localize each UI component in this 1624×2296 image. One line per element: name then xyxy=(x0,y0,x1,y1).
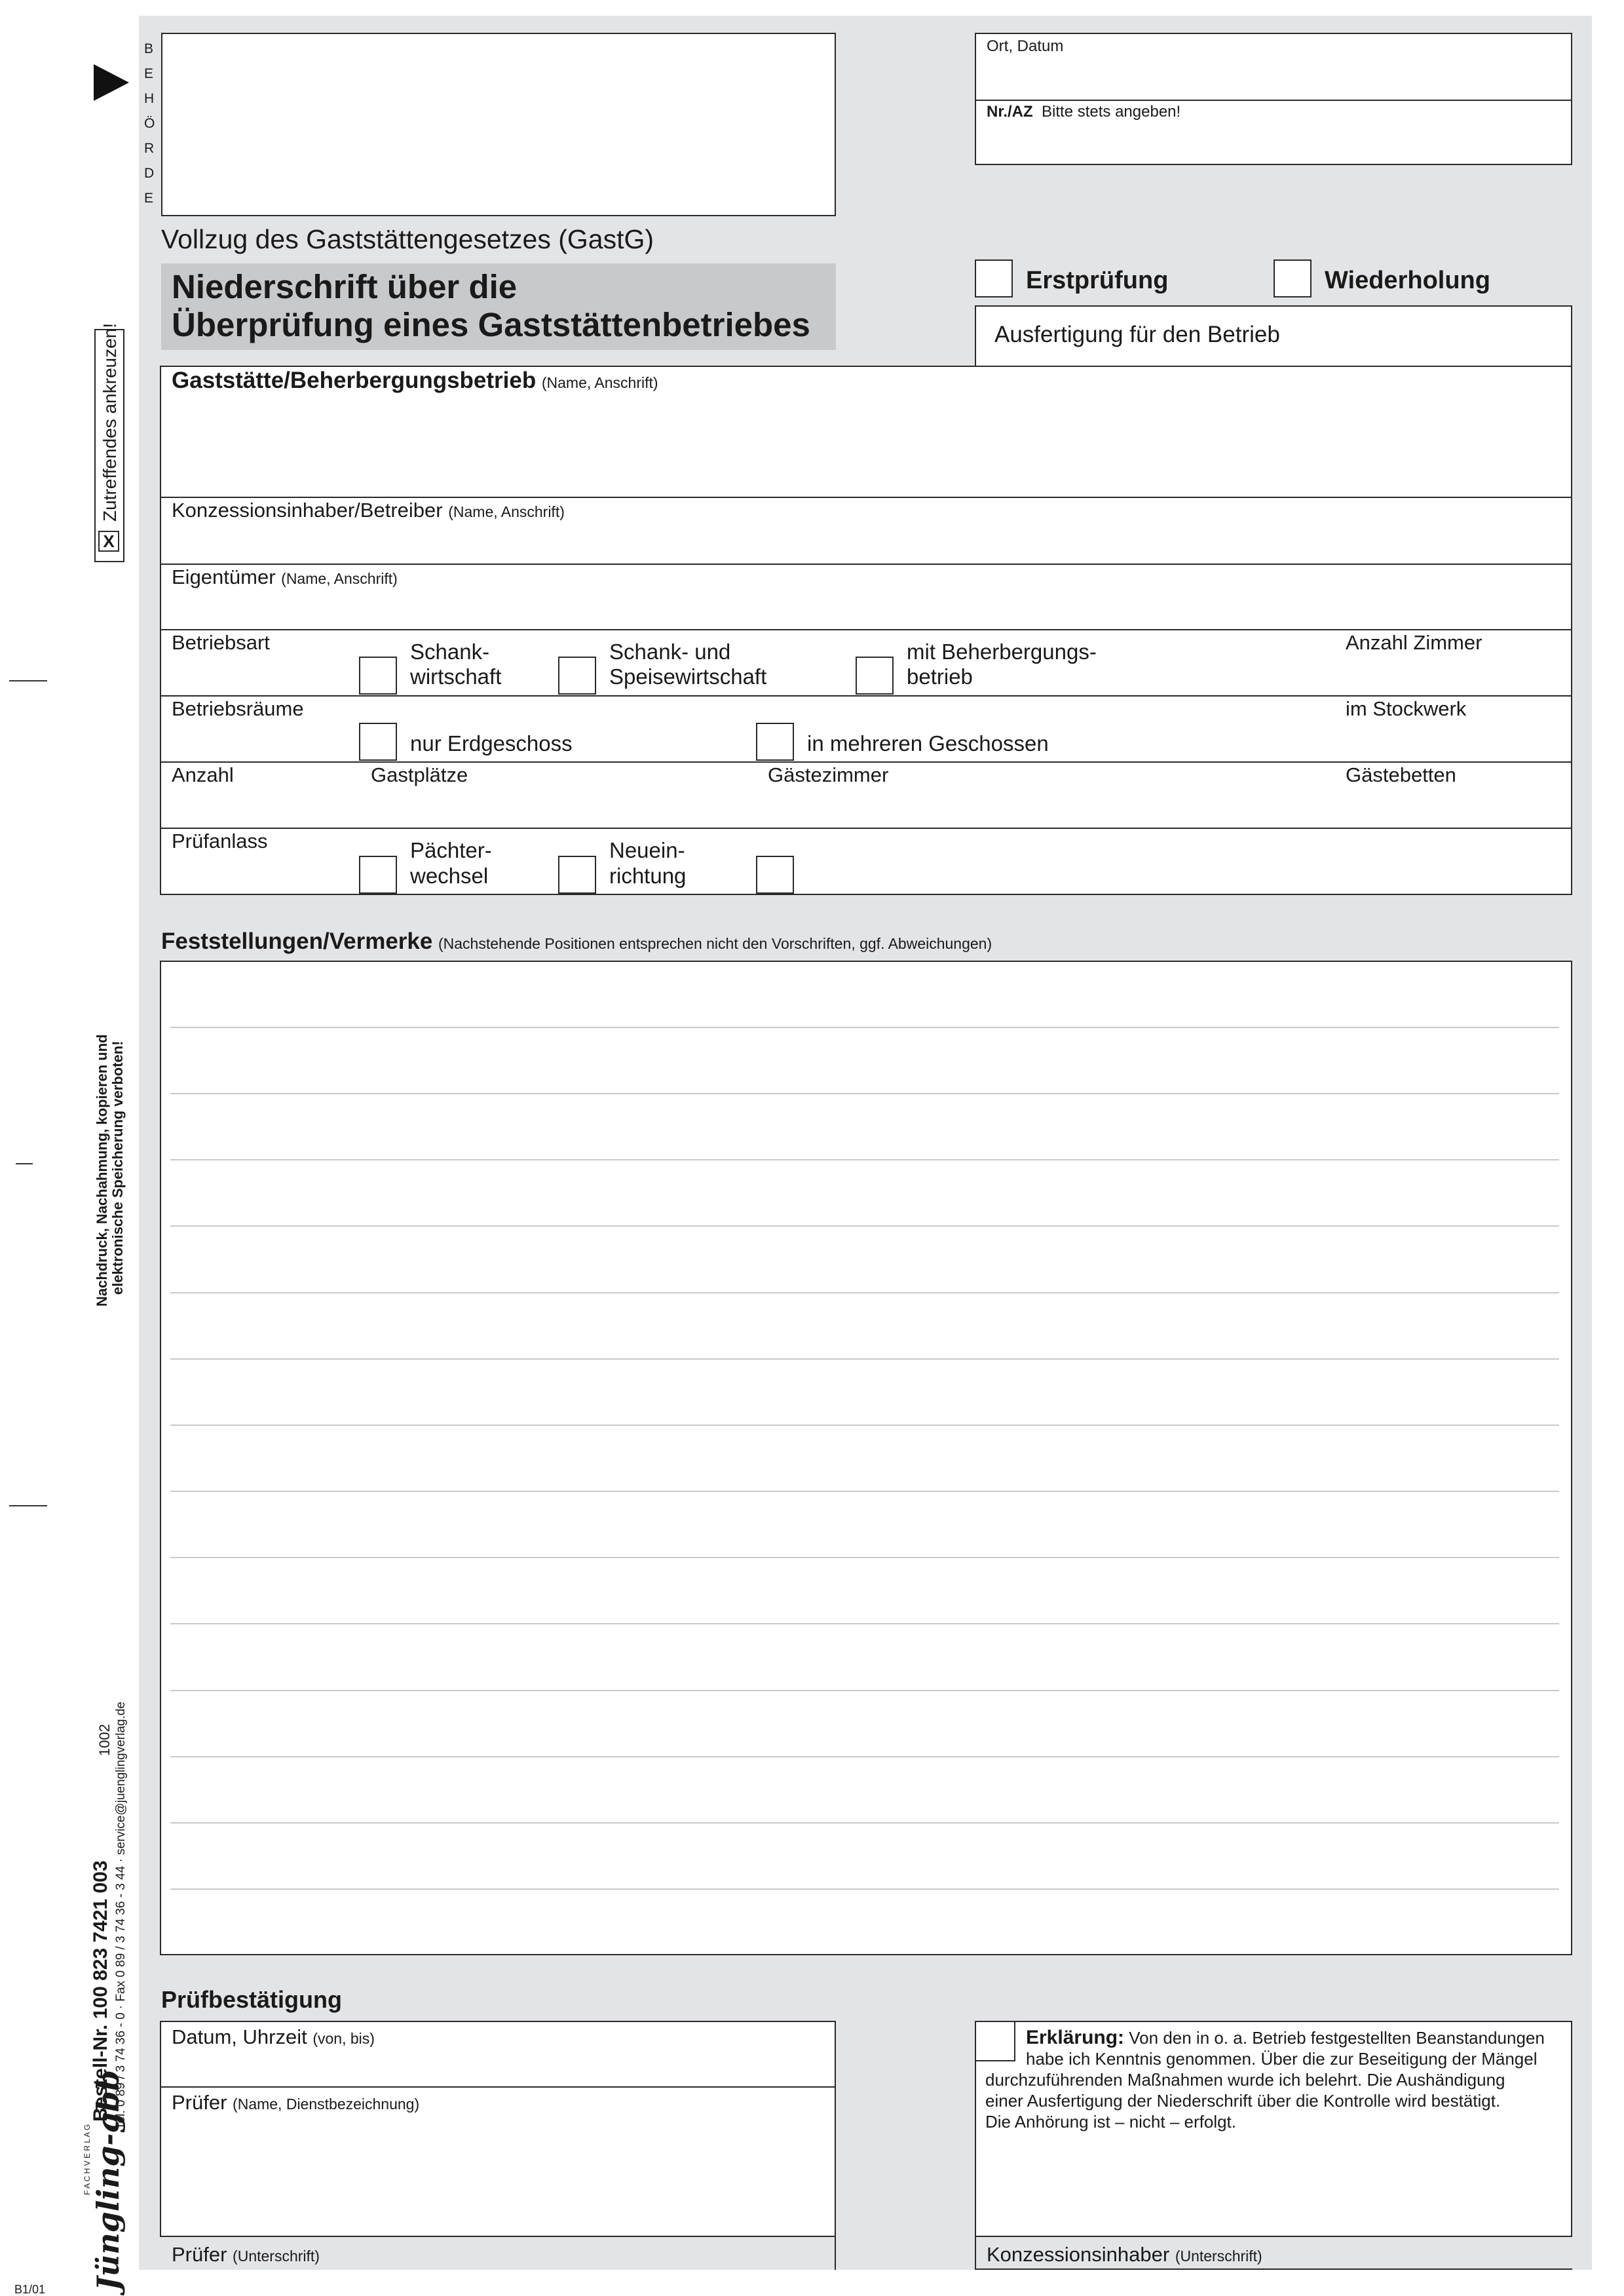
writing-line xyxy=(170,1358,1559,1360)
sig-divider xyxy=(835,2236,836,2270)
authority-letter: B xyxy=(144,41,154,56)
contact-info: Tel. 0 89 / 3 74 36 - 0 · Fax 0 89 / 3 74 36 - 3 44 · service@juenglingverlag.de xyxy=(114,1702,128,2130)
sonstiger-anlass-checkbox[interactable] xyxy=(756,856,794,894)
writing-line xyxy=(170,1159,1559,1160)
im-stockwerk-label: im Stockwerk xyxy=(1346,697,1467,720)
sig-bottom xyxy=(975,2268,1572,2270)
mehrere-geschosse-checkbox[interactable] xyxy=(756,723,794,761)
konzession-sig-label: Konzessionsinhaber xyxy=(987,2243,1170,2266)
writing-line xyxy=(170,1822,1559,1824)
wiederholung-checkbox[interactable] xyxy=(1274,259,1312,297)
writing-line xyxy=(170,1623,1559,1624)
copyright-line1: Nachdruck, Nachahmung, kopieren und xyxy=(94,1034,110,1307)
footer-code: B1/01 xyxy=(14,2283,46,2296)
title-line2: Überprüfung eines Gaststättenbetriebes xyxy=(172,306,810,343)
writing-line xyxy=(170,1225,1559,1227)
findings-textarea[interactable] xyxy=(160,961,1572,1955)
schankwirtschaft-checkbox[interactable] xyxy=(359,657,397,695)
beherbergung-line1: mit Beherbergungs- xyxy=(907,640,1097,664)
betriebsraeume-label: Betriebsräume xyxy=(172,697,304,720)
pruefer-sig-heading xyxy=(172,2242,320,2268)
writing-line xyxy=(170,1756,1559,1757)
gaststaette-note: (Name, Anschrift) xyxy=(541,374,658,391)
paechterwechsel-line1: Pächter- xyxy=(410,838,492,862)
betriebsart-label: Betriebsart xyxy=(172,631,270,654)
neueinrichtung-checkbox[interactable] xyxy=(558,856,596,894)
writing-line xyxy=(170,1425,1559,1426)
writing-line xyxy=(170,1690,1559,1691)
paechterwechsel-line2: wechsel xyxy=(410,864,489,888)
fold-mark-bottom xyxy=(9,1505,47,1506)
law-title: Vollzug des Gaststättengesetzes (GastG) xyxy=(161,224,654,254)
authority-address-field[interactable] xyxy=(161,33,836,216)
anzahl-label: Anzahl xyxy=(172,763,234,786)
neueinrichtung-line1: Neuein- xyxy=(609,838,685,862)
wiederholung-label: Wiederholung xyxy=(1325,267,1490,294)
findings-note: (Nachstehende Positionen entsprechen nicht den Vorschriften, ggf. Abweichungen) xyxy=(438,935,992,952)
paechterwechsel-checkbox[interactable] xyxy=(359,856,397,894)
pruefer-sig-label: Prüfer xyxy=(172,2243,227,2266)
erklaerung-first-line xyxy=(1026,2027,1545,2048)
konzession-note: (Name, Anschrift) xyxy=(448,503,565,520)
pruefer-sig-note: (Unterschrift) xyxy=(233,2248,320,2265)
check-hint-text: Zutreffendes ankreuzen! xyxy=(100,322,120,522)
nr-az-line xyxy=(987,102,1180,122)
gaestebetten-label: Gästebetten xyxy=(1346,763,1456,786)
erdgeschoss-checkbox[interactable] xyxy=(359,723,397,761)
konzession-signature-field[interactable] xyxy=(975,2236,1572,2270)
erklaerung-line1: Von den in o. a. Betrieb festgestellten Beanstandungen xyxy=(1129,2028,1545,2048)
datum-heading xyxy=(172,2025,375,2051)
nr-az-field[interactable] xyxy=(975,100,1572,165)
speisewirtschaft-line2: Speisewirtschaft xyxy=(609,664,767,689)
copyright-line2: elektronische Speicherung verboten! xyxy=(109,1041,126,1295)
erstpruefung-label: Erstprüfung xyxy=(1026,267,1169,294)
beherbergung-line2: betrieb xyxy=(907,664,973,689)
authority-letter: E xyxy=(144,66,154,81)
gaststaette-label: Gaststätte/Beherbergungsbetrieb xyxy=(172,368,537,393)
neueinrichtung-line2: richtung xyxy=(609,864,687,888)
copy-note: Ausfertigung für den Betrieb xyxy=(994,322,1280,347)
pruefer-note: (Name, Dienstbezeichnung) xyxy=(233,2095,420,2113)
check-mark-example xyxy=(98,531,119,552)
konzession-sig-heading xyxy=(987,2242,1262,2268)
writing-line xyxy=(170,1491,1559,1492)
erklaerung-line5: Die Anhörung ist – nicht – erfolgt. xyxy=(985,2112,1237,2132)
writing-line xyxy=(170,1027,1559,1028)
erklaerung-checkbox[interactable] xyxy=(975,2021,1015,2061)
title-line1: Niederschrift über die xyxy=(172,268,518,305)
authority-letter: R xyxy=(144,141,155,156)
pruefer-heading xyxy=(172,2090,419,2116)
pruefer-name-field[interactable] xyxy=(160,2086,836,2237)
gastplaetze-label: Gastplätze xyxy=(371,763,468,786)
eigentuemer-label: Eigentümer xyxy=(172,565,276,588)
erdgeschoss-label: nur Erdgeschoss xyxy=(410,731,573,756)
findings-label: Feststellungen/Vermerke xyxy=(161,928,433,954)
nr-az-label: Nr./AZ xyxy=(987,103,1033,121)
erklaerung-line2: habe ich Kenntnis genommen. Über die zur Beseitigung der Mängel xyxy=(1026,2049,1538,2069)
gaststaette-field[interactable] xyxy=(161,367,1571,495)
eigentuemer-heading xyxy=(172,565,398,591)
writing-line xyxy=(170,1557,1559,1558)
writing-line xyxy=(170,1888,1559,1890)
writing-line xyxy=(170,1292,1559,1293)
gaststaette-heading xyxy=(172,368,658,395)
konzession-label: Konzessionsinhaber/Betreiber xyxy=(172,499,443,522)
erklaerung-title: Erklärung: xyxy=(1026,2027,1125,2048)
gaestezimmer-label: Gästezimmer xyxy=(768,763,889,786)
konzession-sig-note: (Unterschrift) xyxy=(1175,2248,1262,2265)
konzession-heading xyxy=(172,498,565,524)
authority-letter: D xyxy=(144,166,155,181)
speisewirtschaft-line1: Schank- und xyxy=(609,640,731,664)
konzession-field[interactable] xyxy=(161,498,1571,562)
erstpruefung-checkbox[interactable] xyxy=(975,259,1013,297)
erklaerung-line4: einer Ausfertigung der Niederschrift über die Kontrolle wird bestätigt. xyxy=(985,2091,1501,2111)
confirmation-title: Prüfbestätigung xyxy=(161,1986,342,2013)
punch-mark xyxy=(16,1163,33,1164)
beherbergung-checkbox[interactable] xyxy=(856,657,894,695)
title-banner xyxy=(161,263,836,350)
findings-heading xyxy=(161,929,992,956)
datum-uhrzeit-field[interactable] xyxy=(160,2021,836,2088)
erklaerung-box xyxy=(975,2021,1572,2237)
speisewirtschaft-checkbox[interactable] xyxy=(558,657,596,695)
ort-datum-field[interactable] xyxy=(975,33,1572,101)
fold-mark-top xyxy=(9,680,47,681)
datum-label: Datum, Uhrzeit xyxy=(172,2025,307,2048)
pruefanlass-label: Prüfanlass xyxy=(172,830,268,852)
writing-line xyxy=(170,1093,1559,1094)
publisher-logo: Jüngling-gbb xyxy=(90,2070,126,2291)
pruefer-label: Prüfer xyxy=(172,2091,227,2114)
mehrere-geschosse-label: in mehreren Geschossen xyxy=(807,731,1049,756)
schankwirtschaft-line2: wirtschaft xyxy=(410,664,502,689)
erklaerung-line3: durchzuführenden Maßnahmen wurde ich belehrt. Die Aushändigung xyxy=(985,2070,1505,2090)
pruefer-signature-field[interactable] xyxy=(160,2236,836,2270)
schankwirtschaft-line1: Schank- xyxy=(410,640,490,664)
ort-datum-label: Ort, Datum xyxy=(987,37,1064,55)
anzahl-zimmer-label: Anzahl Zimmer xyxy=(1346,631,1482,654)
authority-letter: E xyxy=(144,191,154,206)
sig-divider xyxy=(975,2236,976,2270)
row-divider xyxy=(160,828,1572,829)
order-number: Bestell-Nr. 100 823 7421 003 xyxy=(90,1860,111,2122)
publisher-small: F A C H V E R L A G xyxy=(83,2124,92,2195)
copy-note-box xyxy=(975,305,1572,367)
datum-note: (von, bis) xyxy=(312,2030,375,2047)
edition-number: 1002 xyxy=(96,1724,113,1756)
nr-az-hint: Bitte stets angeben! xyxy=(1042,103,1181,121)
play-triangle-icon xyxy=(94,64,129,101)
check-mark-icon: X xyxy=(103,531,115,551)
authority-letter: Ö xyxy=(144,116,155,131)
authority-letter: H xyxy=(144,91,155,106)
eigentuemer-field[interactable] xyxy=(161,565,1571,628)
eigentuemer-note: (Name, Anschrift) xyxy=(281,570,398,587)
